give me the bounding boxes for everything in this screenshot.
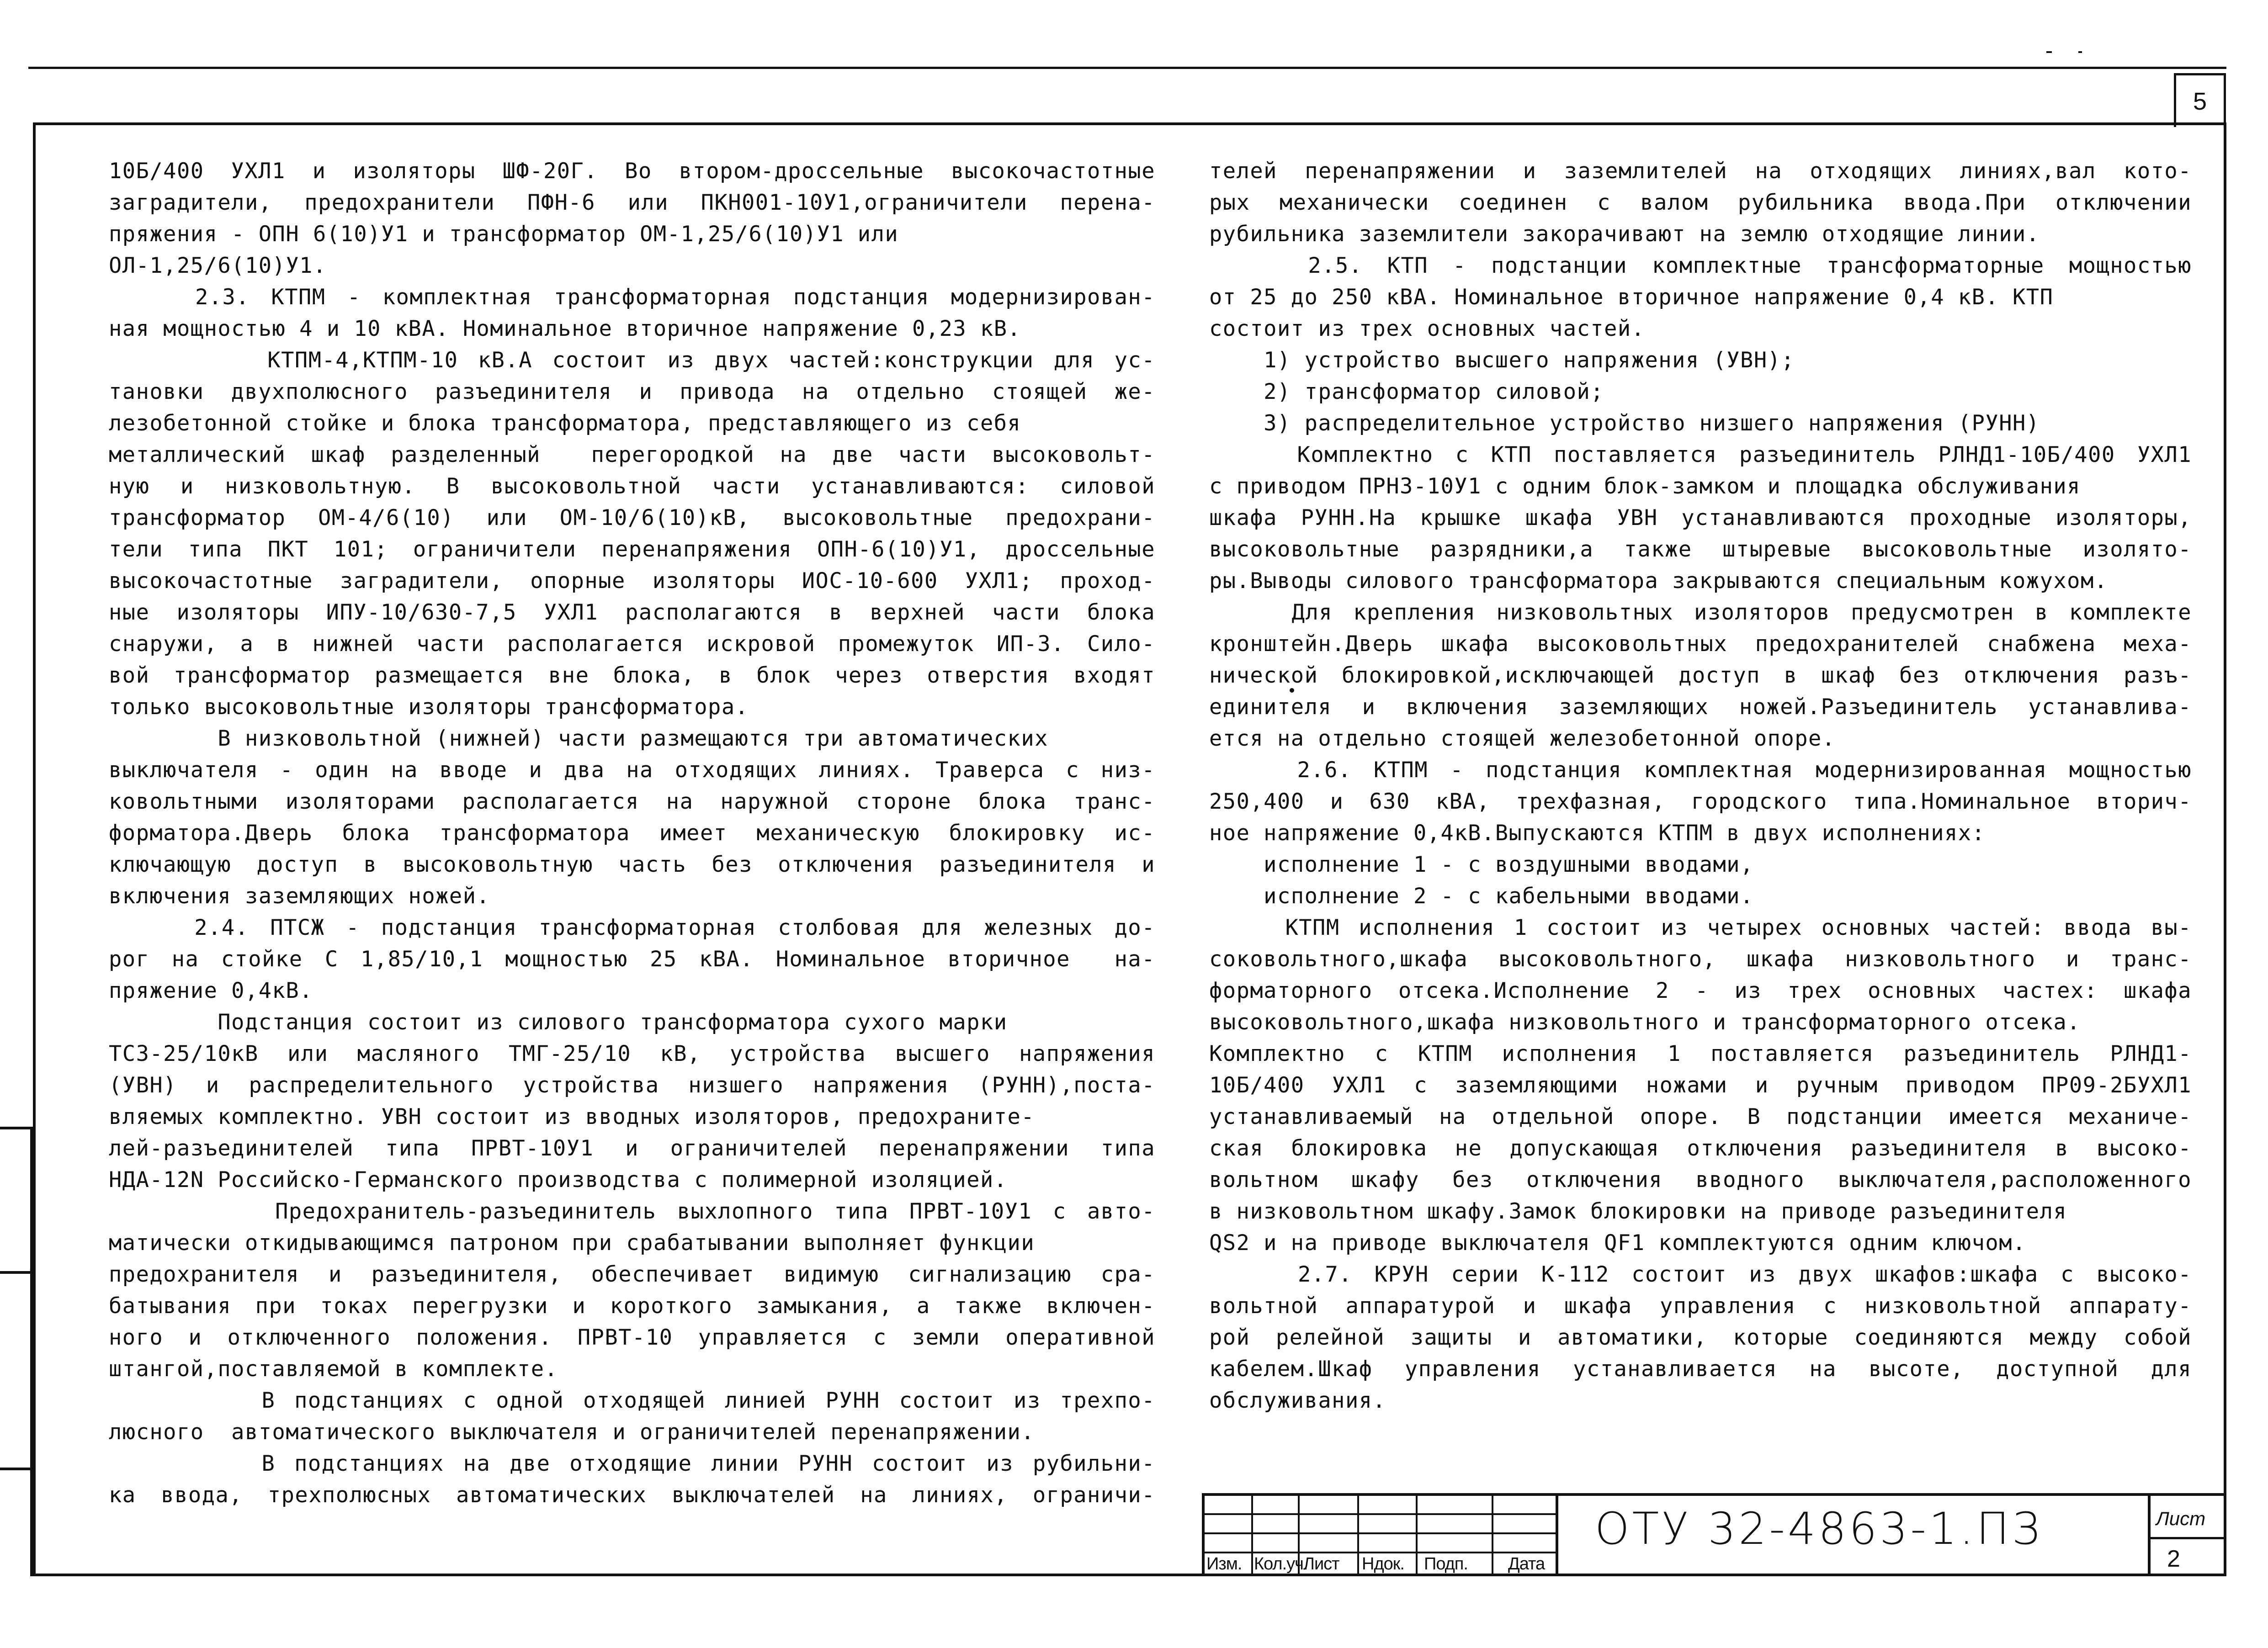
text-line: ОЛ-1,25/6(10)У1. — [109, 253, 327, 278]
text-line: шкафа РУНН.На крышке шкафа УВН устанавливаются проходные изоляторы, — [1209, 505, 2192, 530]
text-line: Предохранитель-разъединитель выхлопного типа ПРВТ-10У1 с авто- — [109, 1199, 1155, 1224]
text-line: ную и низковольтную. В высоковольтной части устанавливаются: силовой — [109, 474, 1155, 499]
text-line: ры.Выводы силового трансформатора закрываются специальным кожухом. — [1209, 568, 2108, 593]
text-line: пряжения - ОПН 6(10)У1 и трансформатор ОМ-1,25/6(10)У1 или — [109, 222, 899, 247]
text-line: штангой,поставляемой в комплекте. — [109, 1357, 558, 1382]
title-block-col — [1416, 1493, 1418, 1576]
text-line: тели типа ПКТ 101; ограничители перенапряжения ОПН-6(10)У1, дроссельные — [109, 537, 1155, 562]
text-line: КТПМ-4,КТПМ-10 кВ.А состоит из двух частей:конструкции для ус- — [109, 348, 1155, 373]
text-line: соковольтного,шкафа высоковольтного, шкафа низковольтного и транс- — [1209, 947, 2192, 972]
text-line: тановки двухполюсного разъединителя и привода на отдельно стоящей же- — [109, 379, 1155, 404]
title-block-row — [1204, 1552, 1556, 1553]
text-line: ного и отключенного положения. ПРВТ-10 управляется с земли оперативной — [109, 1325, 1155, 1350]
text-line: 250,400 и 630 кВА, трехфазная, городского типа.Номинальное вторич- — [1209, 789, 2192, 814]
title-block-col — [2148, 1493, 2151, 1576]
page-number: 5 — [2174, 73, 2226, 127]
text-line: рубильника заземлители закорачивают на землю отходящие линии. — [1209, 222, 2040, 247]
text-line: Комплектно с КТП поставляется разъединитель РЛНД1-10Б/400 УХЛ1 — [1209, 442, 2192, 467]
text-line: ка ввода, трехполюсных автоматических выключателей на линиях, ограничи- — [109, 1483, 1155, 1508]
title-block-col — [1492, 1493, 1493, 1576]
text-line: обслуживания. — [1209, 1388, 1386, 1413]
text-line: исполнение 2 - с кабельными вводами. — [1209, 884, 1754, 909]
text-line: ное напряжение 0,4кВ.Выпускаются КТПМ в двух исполнениях: — [1209, 821, 1986, 846]
text-line: 2.7. КРУН серии К-112 состоит из двух шкафов:шкафа с высоко- — [1209, 1262, 2192, 1287]
text-line: 10Б/400 УХЛ1 и изоляторы ШФ-20Г. Во втором-дроссельные высокочастотные — [109, 159, 1155, 184]
text-line: ключающую доступ в высоковольтную часть без отключения разъединителя и — [109, 852, 1155, 877]
text-line: выключателя - один на вводе и два на отходящих линиях. Траверса с низ- — [109, 758, 1155, 783]
label-kol-uch: Кол.уч. — [1254, 1554, 1308, 1574]
label-izm: Изм. — [1206, 1554, 1242, 1574]
text-line: включения заземляющих ножей. — [109, 884, 490, 909]
label-list: Лист — [1303, 1554, 1339, 1574]
text-line: лей-разъединителей типа ПРВТ-10У1 и ограничителей перенапряжении типа — [109, 1136, 1155, 1161]
text-line: ковольтными изоляторами располагается на наружной стороне блока транс- — [109, 789, 1155, 814]
title-block-col — [1556, 1493, 1558, 1576]
text-line: 10Б/400 УХЛ1 с заземляющими ножами и ручным приводом ПР09-2БУХЛ1 — [1209, 1073, 2192, 1098]
text-line: 2.3. КТПМ - комплектная трансформаторная подстанция модернизирован- — [109, 285, 1155, 310]
text-line: высокочастотные заградители, опорные изоляторы ИОС-10-600 УХЛ1; проход- — [109, 568, 1155, 593]
text-line: QS2 и на приводе выключателя QF1 комплектуются одним ключом. — [1209, 1230, 2026, 1256]
text-line: нической блокировкой,исключающей доступ в шкаф без отключения разъ- — [1209, 663, 2192, 688]
scan-speck — [1290, 688, 1294, 693]
text-line: НДА-12N Российско-Германского производства с полимерной изоляцией. — [109, 1167, 1008, 1192]
text-line: высоковольтные разрядники,а также штыревые высоковольтные изолято- — [1209, 537, 2192, 562]
text-line: вольтном шкафу без отключения вводного выключателя,расположенного — [1209, 1167, 2192, 1192]
frame-stub-mid — [0, 1271, 33, 1274]
scan-speck — [2078, 51, 2082, 53]
text-line: ется на отдельно стоящей железобетонной опоре. — [1209, 726, 1836, 751]
label-ndok: Ндок. — [1362, 1554, 1404, 1574]
text-line: трансформатор ОМ-4/6(10) или ОМ-10/6(10)кВ, высоковольтные предохрани- — [109, 505, 1155, 530]
title-block-left — [1202, 1493, 1205, 1576]
text-line: рых механически соединен с валом рубильника ввода.При отключении — [1209, 190, 2192, 215]
text-line: снаружи, а в нижней части располагается искровой промежуток ИП-3. Сило- — [109, 631, 1155, 657]
text-line: 2.6. КТПМ - подстанция комплектная модернизированная мощностью — [1209, 758, 2192, 783]
frame-stub-top — [0, 1127, 33, 1129]
text-column-left — [109, 155, 1155, 1511]
text-line: Подстанция состоит из силового трансформатора сухого марки — [109, 1010, 1008, 1035]
text-column-right — [1209, 155, 2192, 1416]
text-line: пряжение 0,4кВ. — [109, 978, 313, 1003]
text-line: ская блокировка не допускающая отключения разъединителя в высоко- — [1209, 1136, 2192, 1161]
text-line: телей перенапряжении и заземлителей на отходящих линиях,вал кото- — [1209, 159, 2192, 184]
text-line: В подстанциях с одной отходящей линией РУНН состоит из трехпо- — [109, 1388, 1155, 1413]
label-podp: Подп. — [1424, 1554, 1468, 1574]
text-line: форматора.Дверь блока трансформатора имеет механическую блокировку ис- — [109, 821, 1155, 846]
text-line: вой трансформатор размещается вне блока, в блок через отверстия входят — [109, 663, 1155, 688]
title-block-col — [1251, 1493, 1253, 1576]
text-line: высоковольтного,шкафа низковольтного и трансформаторного отсека. — [1209, 1010, 2081, 1035]
label-data: Дата — [1508, 1554, 1545, 1574]
text-line: матически откидывающимся патроном при срабатывании выполняет функции — [109, 1230, 1035, 1256]
text-line: ные изоляторы ИПУ-10/630-7,5 УХЛ1 располагаются в верхней части блока — [109, 600, 1155, 625]
text-line: от 25 до 250 кВА. Номинальное вторичное напряжение 0,4 кВ. КТП — [1209, 285, 2054, 310]
title-block-row — [1204, 1513, 1556, 1515]
text-line: рой релейной защиты и автоматики, которые соединяются между собой — [1209, 1325, 2192, 1350]
text-line: люсного автоматического выключателя и ограничителей перенапряжении. — [109, 1420, 1035, 1445]
text-line: вольтной аппаратурой и шкафа управления с низковольтной аппарату- — [1209, 1293, 2192, 1319]
text-line: 2.4. ПТСЖ - подстанция трансформаторная столбовая для железных до- — [109, 915, 1155, 940]
text-line: Для крепления низковольтных изоляторов предусмотрен в комплекте — [1209, 600, 2192, 625]
frame-stub-vertical — [30, 1127, 33, 1576]
text-line: с приводом ПРНЗ-10У1 с одним блок-замком и площадка обслуживания — [1209, 474, 2081, 499]
text-line: 3) распределительное устройство низшего напряжения (РУНН) — [1209, 411, 2040, 436]
text-line: В подстанциях на две отходящие линии РУНН состоит из рубильни- — [109, 1451, 1155, 1476]
document-code: ОТУ 32-4863-1.ПЗ — [1595, 1503, 2043, 1554]
text-line: Комплектно с КТПМ исполнения 1 поставляется разъединитель РЛНД1- — [1209, 1041, 2192, 1066]
text-line: вляемых комплектно. УВН состоит из вводных изоляторов, предохраните- — [109, 1104, 1035, 1129]
sheet-number: 2 — [2167, 1546, 2180, 1572]
sheet-divider — [2148, 1537, 2226, 1539]
top-rule — [28, 67, 2226, 69]
text-line: кабелем.Шкаф управления устанавливается на высоте, доступной для — [1209, 1357, 2192, 1382]
frame-stub-bottom — [0, 1468, 33, 1470]
text-line: единителя и включения заземляющих ножей.Разъединитель устанавлива- — [1209, 694, 2192, 720]
text-line: 2) трансформатор силовой; — [1209, 379, 1604, 404]
text-line: предохранителя и разъединителя, обеспечивает видимую сигнализацию сра- — [109, 1262, 1155, 1287]
text-line: состоит из трех основных частей. — [1209, 316, 1645, 341]
text-line: только высоковольтные изоляторы трансформатора. — [109, 694, 749, 720]
title-block-col — [1357, 1493, 1359, 1576]
sheet-label: Лист — [2156, 1508, 2206, 1529]
text-line: исполнение 1 - с воздушными вводами, — [1209, 852, 1754, 877]
text-line: устанавливаемый на отдельной опоре. В подстанции имеется механиче- — [1209, 1104, 2192, 1129]
text-line: рог на стойке С 1,85/10,1 мощностью 25 кВА. Номинальное вторичное на- — [109, 947, 1155, 972]
text-line: кронштейн.Дверь шкафа высоковольтных предохранителей снабжена меха- — [1209, 631, 2192, 657]
text-line: лезобетонной стойке и блока трансформатора, представляющего из себя — [109, 411, 1021, 436]
text-line: в низковольтном шкафу.Замок блокировки на приводе разъединителя — [1209, 1199, 2067, 1224]
text-line: ная мощностью 4 и 10 кВА. Номинальное вторичное напряжение 0,23 кВ. — [109, 316, 1021, 341]
text-line: 2.5. КТП - подстанции комплектные трансформаторные мощностью — [1209, 253, 2192, 278]
text-line: форматорного отсека.Исполнение 2 - из трех основных частех: шкафа — [1209, 978, 2192, 1003]
title-block-row — [1204, 1532, 1556, 1534]
text-line: КТПМ исполнения 1 состоит из четырех основных частей: ввода вы- — [1209, 915, 2192, 940]
text-line: заградители, предохранители ПФН-6 или ПКН001-10У1,ограничители перена- — [109, 190, 1155, 215]
scan-speck — [2046, 51, 2052, 53]
text-line: металлический шкаф разделенный перегородкой на две части высоковольт- — [109, 442, 1155, 467]
text-line: В низковольтной (нижней) части размещаются три автоматических — [109, 726, 1048, 751]
text-line: 1) устройство высшего напряжения (УВН); — [1209, 348, 1795, 373]
text-line: ТСЗ-25/10кВ или масляного ТМГ-25/10 кВ, устройства высшего напряжения — [109, 1041, 1155, 1066]
text-line: (УВН) и распределительного устройства низшего напряжения (РУНН),поста- — [109, 1073, 1155, 1098]
text-line: батывания при токах перегрузки и короткого замыкания, а также включен- — [109, 1293, 1155, 1319]
